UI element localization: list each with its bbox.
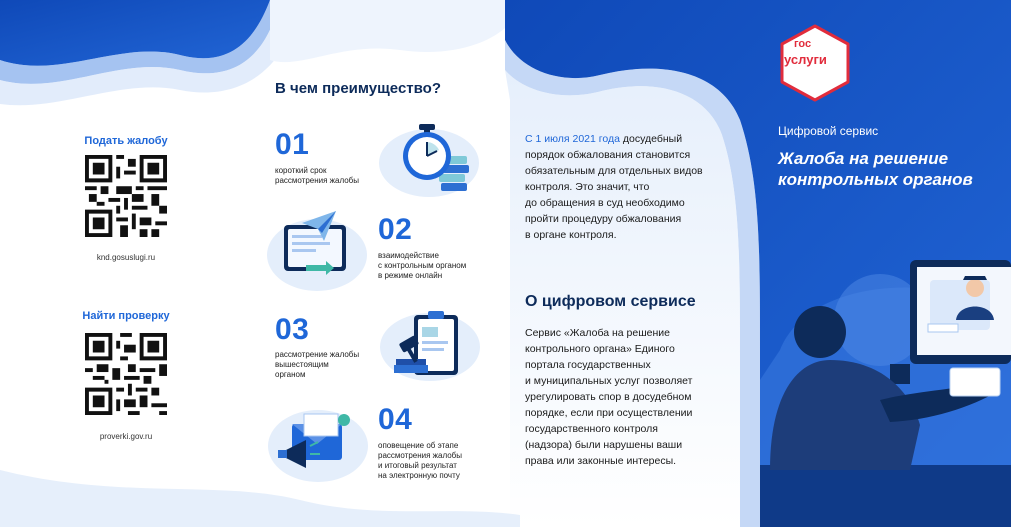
qr-label-complaint: Подать жалобу — [84, 135, 168, 147]
logo-text-gos: гос — [794, 38, 812, 50]
service-subtitle: Цифровой сервис — [778, 124, 879, 138]
service-title: Жалоба на решение контрольных органов — [778, 149, 973, 189]
stopwatch-icon — [375, 118, 483, 200]
qr-url-inspection[interactable]: proverki.gov.ru — [99, 432, 153, 441]
intro-highlight: С 1 июля 2021 года — [525, 133, 620, 145]
advantage-text-02: взаимодействие с контрольным органом в режиме онлайн — [378, 251, 467, 280]
advantage-number-04: 04 — [378, 403, 413, 436]
advantage-number-02: 02 — [378, 213, 413, 246]
paper-plane-icon — [262, 205, 372, 295]
advantage-text-01: короткий срок рассмотрения жалобы — [275, 166, 360, 185]
qr-label-inspection: Найти проверку — [82, 310, 170, 322]
megaphone-email-icon — [262, 400, 374, 488]
intro-rest: досудебный порядок обжалования становится обязательным для отдельных видов контроля. Это значит, что до обращения в суд необходимо пройти процедуру обжалования в органе контроля. — [525, 133, 703, 241]
advantages-title: В чем преимущество? — [275, 80, 441, 97]
video-call-illustration — [760, 240, 1011, 527]
advantage-number-03: 03 — [275, 313, 310, 346]
qr-code-complaint[interactable] — [85, 155, 167, 237]
about-paragraph: Сервис «Жалоба на решение контрольного органа» Единого портала государственных и муниципальных услуг позволяет урегулировать спор в досудебном порядке, если при осуществлении государственного контроля (надзора) были нарушены ваши права или законные интересы. — [525, 327, 693, 467]
about-heading: О цифровом сервисе — [525, 293, 696, 310]
advantage-text-04: оповещение об этапе рассмотрения жалобы и итоговый результат на электронную почту — [378, 441, 463, 480]
intro-paragraph — [525, 131, 755, 243]
advantage-number-01: 01 — [275, 128, 310, 161]
clipboard-gavel-icon — [372, 303, 484, 385]
qr-code-inspection[interactable] — [85, 333, 167, 415]
advantage-text-03: рассмотрение жалобы вышестоящим органом — [275, 350, 360, 379]
qr-url-complaint[interactable]: knd.gosuslugi.ru — [96, 253, 156, 262]
logo-text-uslugi: услуги — [784, 52, 827, 67]
